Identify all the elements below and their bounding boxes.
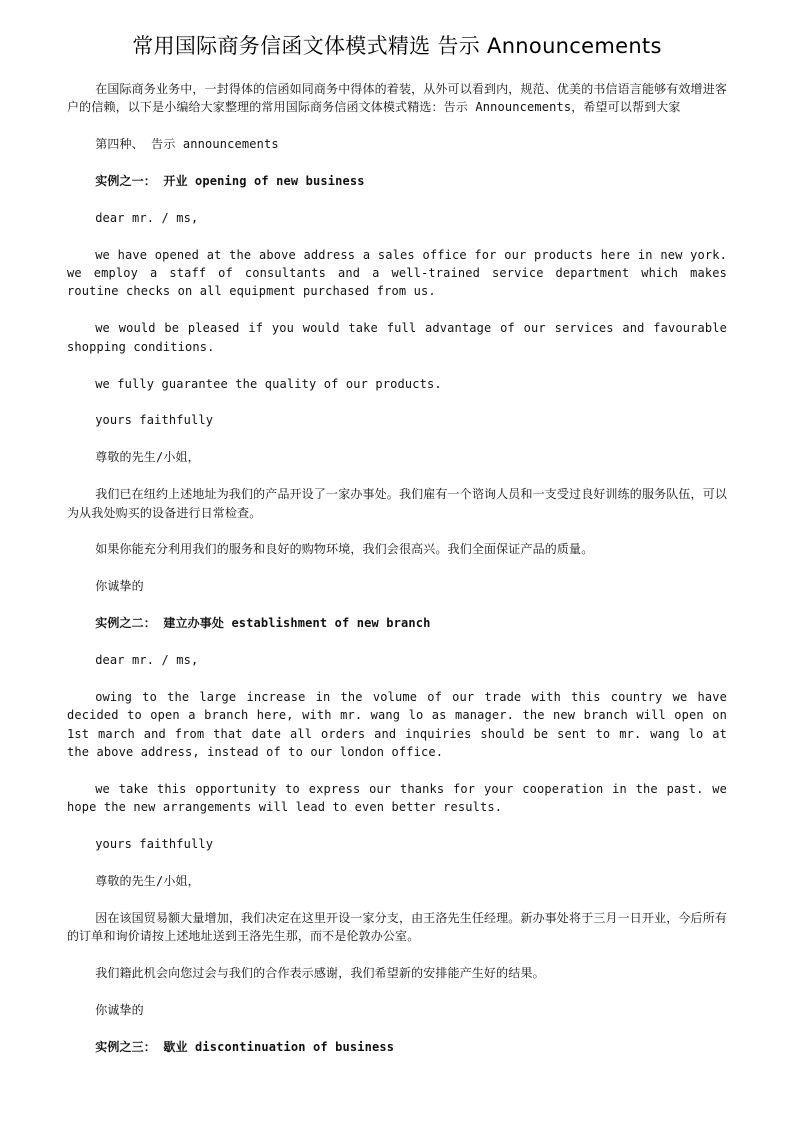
body-paragraph: we have opened at the above address a sales office for our products here in new york. we employ a staff of consultants and a well-trained service department which makes routine checks on all equipment purchased from us. [67,247,727,299]
salutation: 尊敬的先生/小姐， [95,450,200,465]
body-paragraph: we take this opportunity to express our thanks for your cooperation in the past. we hope the new arrangements will lead to even better results. [67,781,727,815]
body-paragraph: 我们籍此机会向您过会与我们的合作表示感谢，我们希望新的安排能产生好的结果。 [95,965,545,980]
salutation: dear mr. / ms, [95,653,199,668]
body-paragraph: 我们已在纽约上述地址为我们的产品开设了一家办事处。我们雇有一个谘询人员和一支受过良好训练的服务队伍，可以为从我处购买的设备进行日常检查。 [67,487,727,520]
salutation: dear mr. / ms, [95,210,199,225]
body-paragraph: we fully guarantee the quality of our products. [95,376,442,391]
closing: 你诚挚的 [95,579,144,594]
body-paragraph: 如果你能充分利用我们的服务和良好的购物环境，我们会很高兴。我们全面保证产品的质量。 [95,542,594,557]
closing: yours faithfully [95,836,214,851]
closing: yours faithfully [95,413,214,428]
body-paragraph: 因在该国贸易额大量增加，我们决定在这里开设一家分支，由王洛先生任经理。新办事处将于三月一日开业，今后所有的订单和询价请按上述地址送到王洛先生那，而不是伦敦办公室。 [67,910,727,943]
example-heading: 实例之二： 建立办事处 establishment of new branch [95,616,431,631]
section-heading: 第四种、 告示 announcements [95,137,279,152]
example-heading: 实例之一： 开业 opening of new business [95,174,365,189]
closing: 你诚挚的 [95,1002,144,1017]
body-paragraph: we would be pleased if you would take full advantage of our services and favourable shopping conditions. [67,321,727,354]
document-body [67,80,727,1075]
document-title: 常用国际商务信函文体模式精选 告示 Announcements [132,34,662,58]
body-paragraph: owing to the large increase in the volume of our trade with this country we have decided to open a branch here, with mr. wang lo as manager. the new branch will open on 1st march and from that date all orders and inquiries should be sent to mr. wang lo at the above address, instead of to our london office. [67,689,727,759]
example-heading: 实例之三： 歇业 discontinuation of business [95,1039,395,1054]
intro-paragraph: 在国际商务业务中，一封得体的信函如同商务中得体的着装，从外可以看到内，规范、优美的书信语言能够有效增进客户的信赖，以下是小编给大家整理的常用国际商务信函文体模式精选：告示 Announcements，希望可以帮到大家 [67,82,727,115]
salutation: 尊敬的先生/小姐， [95,873,200,888]
